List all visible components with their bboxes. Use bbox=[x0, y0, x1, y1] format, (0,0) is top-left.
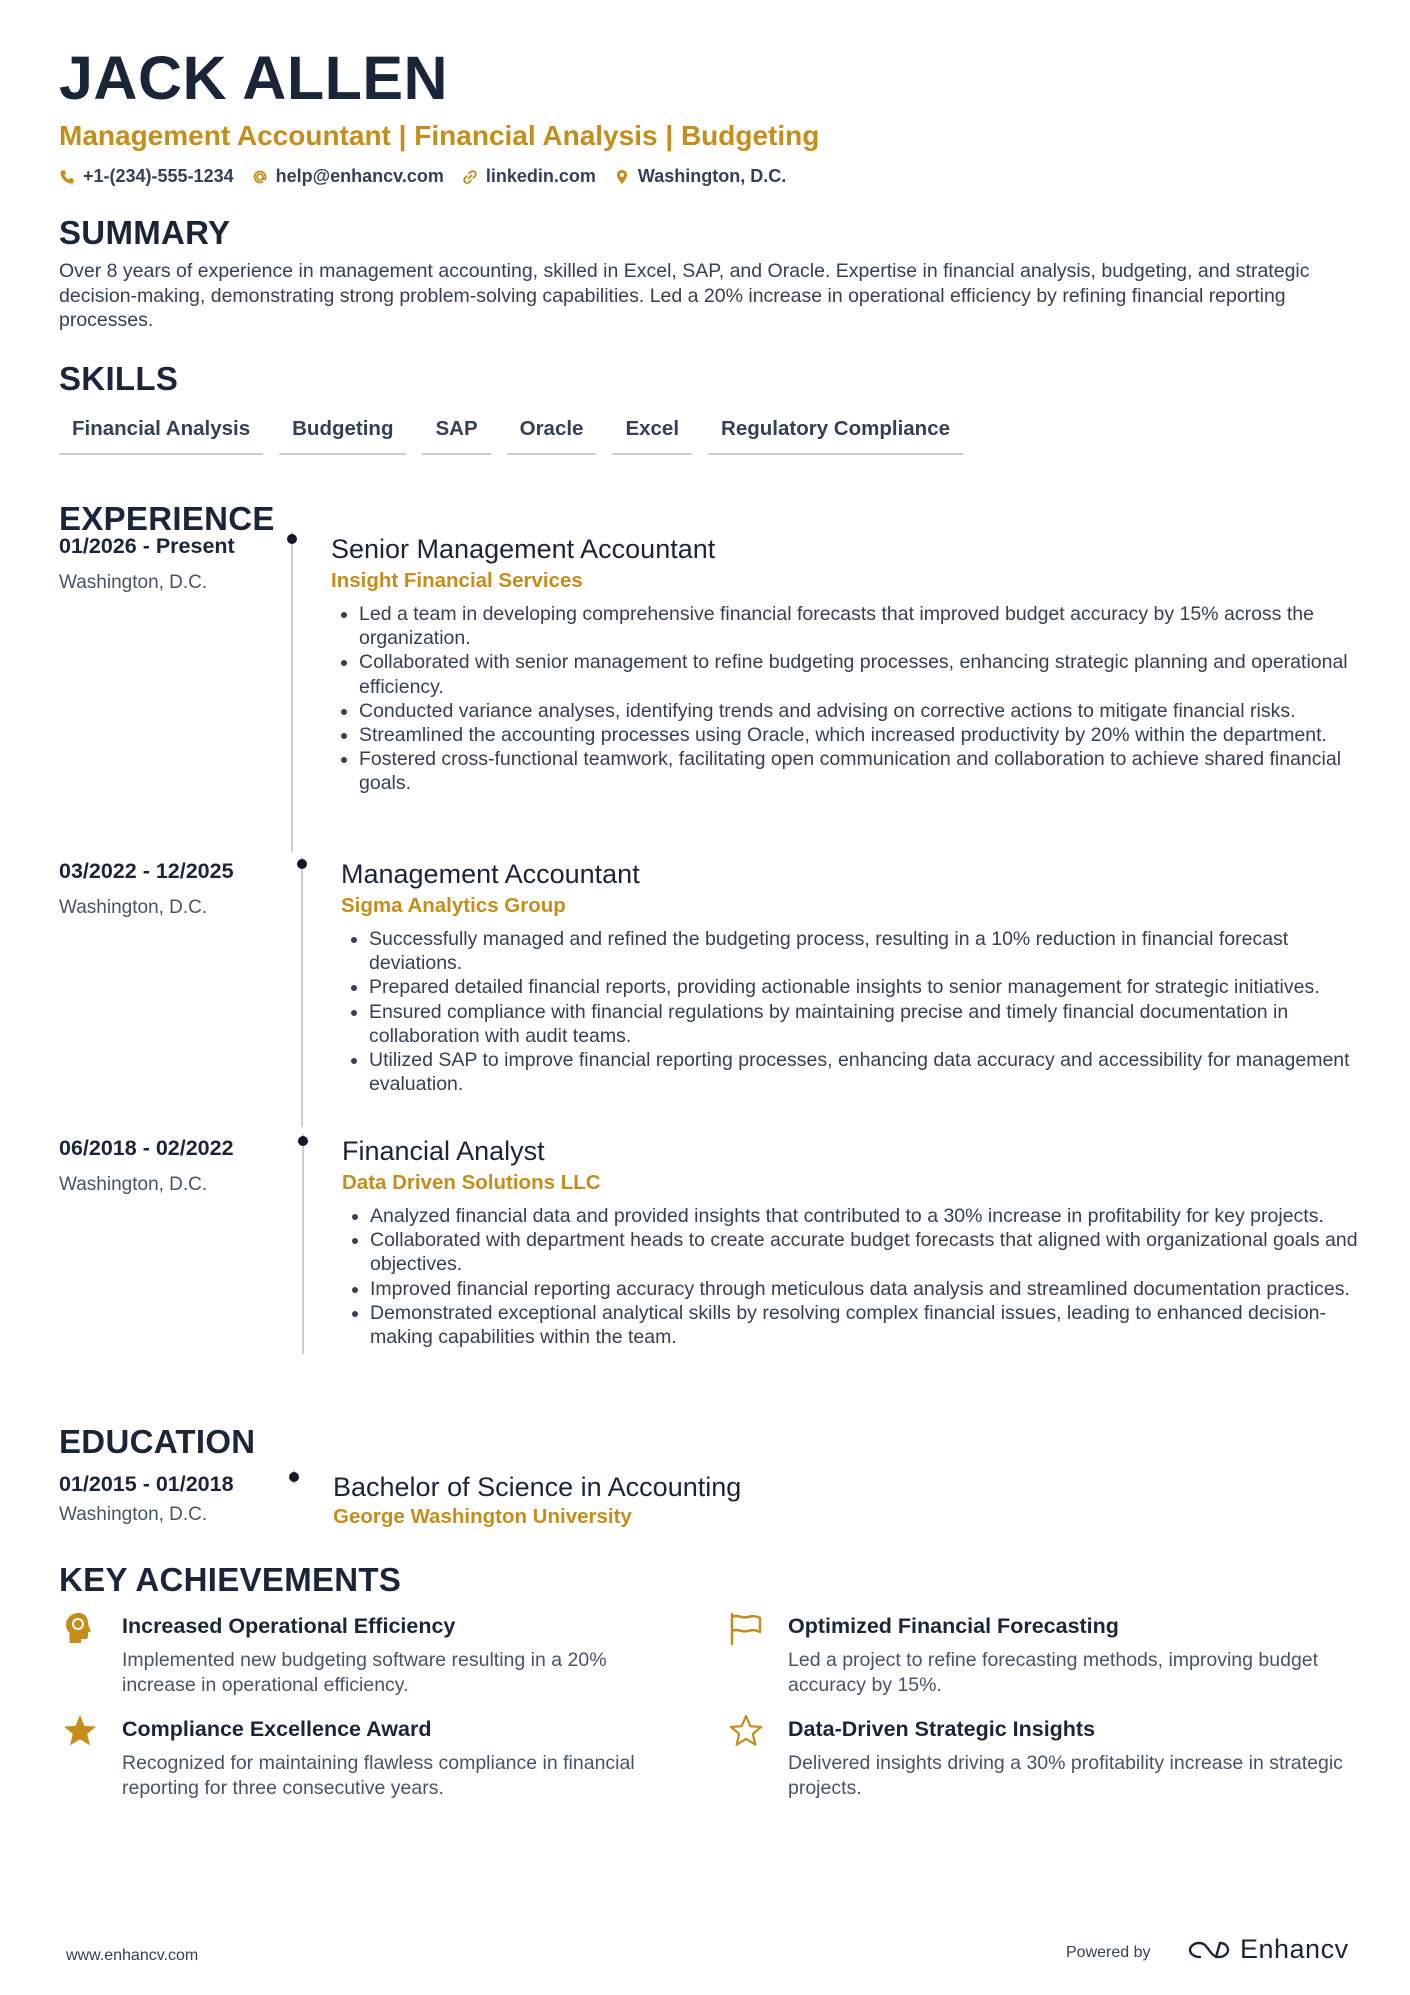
flag-icon bbox=[728, 1610, 764, 1646]
footer-brand-text: Enhancv bbox=[1240, 1934, 1349, 1964]
achievement-description: Implemented new budgeting software resulting in a 20% increase in operational efficiency. bbox=[122, 1649, 607, 1696]
achievement-title: Data-Driven Strategic Insights bbox=[788, 1717, 1096, 1741]
school: George Washington University bbox=[333, 1505, 632, 1528]
experience-entry bbox=[59, 532, 1359, 852]
footer-brand-logo[interactable] bbox=[1186, 1934, 1349, 1965]
skill-tag: Financial Analysis bbox=[59, 409, 263, 455]
bullet-item: • Prepared detailed financial reports, providing actionable insights to senior management for strategic initiatives. bbox=[369, 975, 1371, 999]
entry-location: Washington, D.C. bbox=[59, 572, 208, 593]
bullet-item: • Successfully managed and refined the budgeting process, resulting in a 10% reduction in financial forecast deviations. bbox=[369, 927, 1371, 975]
bullet-item: • Fostered cross-functional teamwork, facilitating open communication and collaboration to achieve shared financial goals. bbox=[359, 747, 1371, 795]
entry-location: Washington, D.C. bbox=[59, 1504, 208, 1525]
skill-tag: Budgeting bbox=[279, 409, 406, 455]
skill-tag: Regulatory Compliance bbox=[708, 409, 963, 455]
achievement-description: Delivered insights driving a 30% profitability increase in strategic projects. bbox=[788, 1752, 1343, 1799]
entry-company: Insight Financial Services bbox=[331, 569, 583, 592]
entry-details bbox=[331, 532, 1371, 796]
at-icon bbox=[252, 169, 268, 185]
experience-heading: EXPERIENCE bbox=[59, 499, 275, 537]
bullet-item: • Conducted variance analyses, identifying trends and advising on corrective actions to mitigate financial risks. bbox=[359, 699, 1371, 723]
timeline-line bbox=[291, 532, 293, 852]
experience-entry bbox=[59, 857, 1359, 1127]
achievement-title: Optimized Financial Forecasting bbox=[788, 1614, 1119, 1638]
entry-meta bbox=[59, 1134, 299, 1197]
entry-meta bbox=[59, 857, 299, 920]
entry-bullets bbox=[331, 602, 1371, 796]
timeline-line bbox=[302, 1134, 304, 1354]
timeline-dot bbox=[298, 1136, 308, 1146]
achievement-title: Increased Operational Efficiency bbox=[122, 1614, 456, 1638]
head-icon bbox=[62, 1610, 98, 1646]
contact-linkedin[interactable] bbox=[462, 166, 596, 187]
contact-location bbox=[614, 166, 786, 187]
achievement-title: Compliance Excellence Award bbox=[122, 1717, 432, 1741]
entry-dates: 03/2022 - 12/2025 bbox=[59, 859, 234, 883]
entry-dates: 01/2015 - 01/2018 bbox=[59, 1472, 234, 1496]
experience-entry bbox=[59, 1134, 1359, 1354]
candidate-name: JACK ALLEN bbox=[59, 44, 449, 112]
achievement-description: Recognized for maintaining flawless compliance in financial reporting for three consecutive years. bbox=[122, 1752, 635, 1799]
link-icon bbox=[462, 169, 478, 185]
entry-meta bbox=[59, 1470, 299, 1527]
bullet-item: • Collaborated with senior management to refine budgeting processes, enhancing strategic planning and operational efficiency. bbox=[359, 650, 1371, 698]
star-outline-icon bbox=[728, 1713, 764, 1749]
timeline-line bbox=[301, 857, 303, 1127]
entry-role: Senior Management Accountant bbox=[331, 534, 716, 564]
education-heading: EDUCATION bbox=[59, 1423, 256, 1460]
contact-linkedin-text: linkedin.com bbox=[485, 166, 596, 186]
skill-tag: Excel bbox=[612, 409, 692, 455]
entry-role: Financial Analyst bbox=[342, 1136, 545, 1166]
achievement-description: Led a project to refine forecasting methods, improving budget accuracy by 15%. bbox=[788, 1649, 1319, 1696]
entry-company: Data Driven Solutions LLC bbox=[342, 1171, 601, 1194]
bullet-item: • Analyzed financial data and provided insights that contributed to a 30% increase in profitability for key projects. bbox=[370, 1204, 1372, 1228]
entry-bullets bbox=[341, 927, 1371, 1096]
degree: Bachelor of Science in Accounting bbox=[333, 1472, 742, 1502]
entry-location: Washington, D.C. bbox=[59, 1174, 208, 1195]
entry-bullets bbox=[342, 1204, 1372, 1349]
footer-powered-by: Powered by bbox=[1066, 1944, 1151, 1961]
skill-tag: SAP bbox=[422, 409, 490, 455]
contact-email-text: help@enhancv.com bbox=[275, 166, 444, 186]
timeline-dot bbox=[297, 859, 307, 869]
entry-details bbox=[342, 1134, 1372, 1349]
location-pin-icon bbox=[614, 169, 630, 185]
headline: Management Accountant | Financial Analysis | Budgeting bbox=[59, 120, 820, 151]
summary-text: Over 8 years of experience in management accounting, skilled in Excel, SAP, and Oracle. Expertise in financial analysis, budgeting, and strategic decision-making, demonstrating strong problem-solving capabilities. Led a 20% increase in operational efficiency by refining financial reporting processes. bbox=[59, 260, 1310, 331]
skills-list bbox=[59, 409, 1351, 455]
bullet-item: • Led a team in developing comprehensive financial forecasts that improved budget accuracy by 15% across the organization. bbox=[359, 602, 1371, 650]
entry-details bbox=[333, 1470, 1363, 1530]
star-filled-icon bbox=[62, 1713, 98, 1749]
bullet-item: • Streamlined the accounting processes using Oracle, which increased productivity by 20% within the department. bbox=[359, 723, 1371, 747]
enhancv-logo-icon bbox=[1186, 1937, 1232, 1963]
entry-meta bbox=[59, 532, 299, 595]
footer-url-link[interactable]: www.enhancv.com bbox=[66, 1947, 199, 1964]
entry-details bbox=[341, 857, 1371, 1096]
entry-dates: 01/2026 - Present bbox=[59, 534, 235, 558]
contact-email[interactable] bbox=[252, 166, 444, 187]
achievements-heading: KEY ACHIEVEMENTS bbox=[59, 1561, 402, 1598]
bullet-item: • Utilized SAP to improve financial reporting processes, enhancing data accuracy and accessibility for management evaluation. bbox=[369, 1048, 1371, 1096]
bullet-item: • Demonstrated exceptional analytical skills by resolving complex financial issues, leading to enhanced decision-making capabilities within the team. bbox=[370, 1301, 1372, 1349]
skills-heading: SKILLS bbox=[59, 359, 179, 397]
contact-bar bbox=[59, 166, 1351, 187]
contact-phone-text: +1-(234)-555-1234 bbox=[83, 166, 234, 186]
contact-phone[interactable] bbox=[59, 166, 234, 187]
bullet-item: • Improved financial reporting accuracy through meticulous data analysis and streamlined documentation practices. bbox=[370, 1277, 1372, 1301]
skill-tag: Oracle bbox=[507, 409, 597, 455]
bullet-item: • Collaborated with department heads to create accurate budget forecasts that aligned with organizational goals and objectives. bbox=[370, 1228, 1372, 1276]
entry-company: Sigma Analytics Group bbox=[341, 894, 566, 917]
timeline-dot bbox=[289, 1472, 299, 1482]
phone-icon bbox=[59, 169, 75, 185]
entry-location: Washington, D.C. bbox=[59, 897, 208, 918]
timeline-dot bbox=[287, 534, 297, 544]
summary-heading: SUMMARY bbox=[59, 214, 231, 251]
bullet-item: • Ensured compliance with financial regulations by maintaining precise and timely financial documentation in collaboration with audit teams. bbox=[369, 1000, 1371, 1048]
entry-role: Management Accountant bbox=[341, 859, 640, 889]
contact-location-text: Washington, D.C. bbox=[637, 166, 787, 186]
education-entry bbox=[59, 1470, 1359, 1530]
entry-dates: 06/2018 - 02/2022 bbox=[59, 1136, 234, 1160]
